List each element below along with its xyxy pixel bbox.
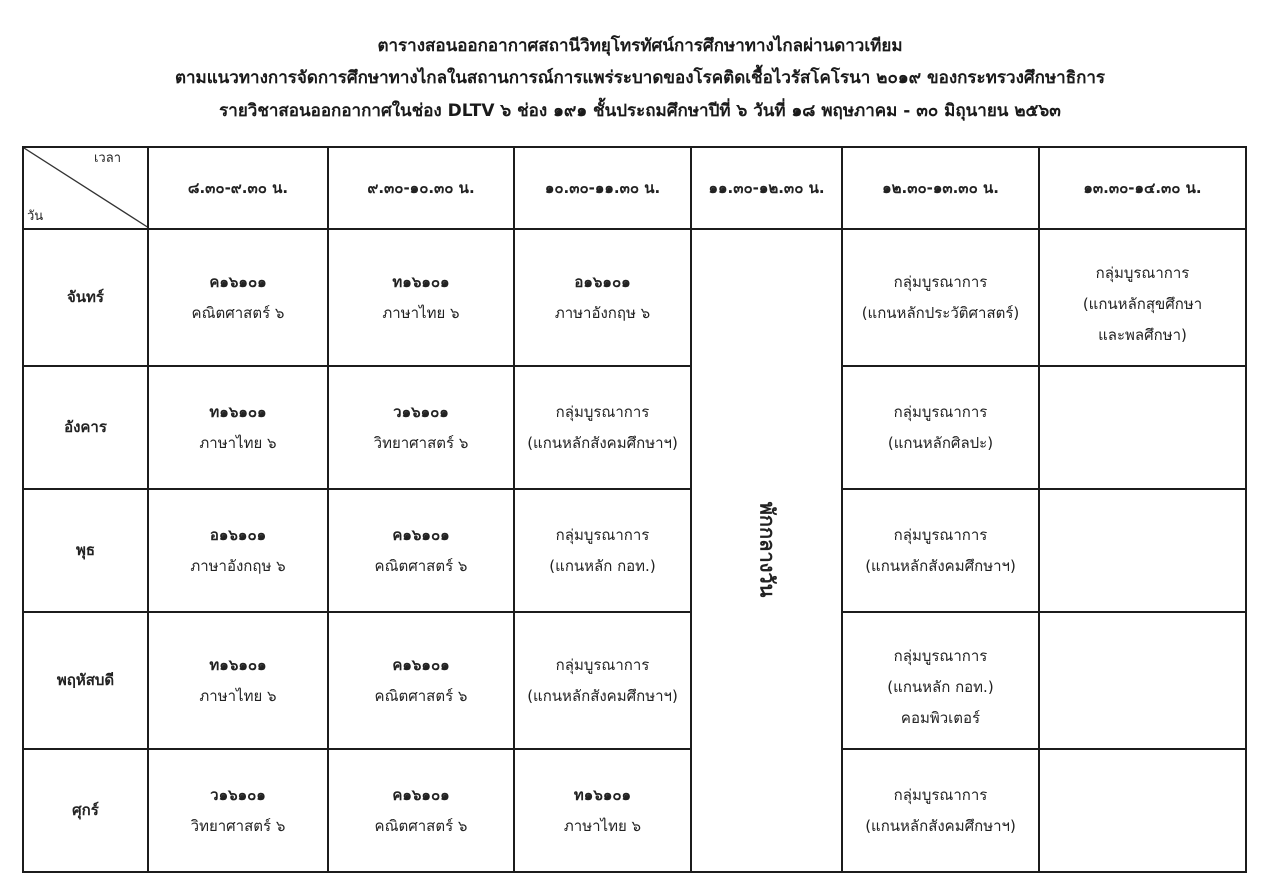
course-code: ว๑๖๑๐๑ (393, 402, 449, 421)
course-code: ค๑๖๑๐๑ (392, 525, 450, 544)
class-cell (328, 749, 514, 872)
time-slot-header: ๑๒.๓๐-๑๓.๓๐ น. (842, 147, 1039, 229)
course-code: ค๑๖๑๐๑ (392, 655, 450, 674)
class-cell (148, 366, 328, 489)
integrated-group: กลุ่มบูรณาการ (893, 785, 988, 804)
course-name: ภาษาไทย ๖ (199, 686, 277, 705)
time-slot-header: ๑๐.๓๐-๑๑.๓๐ น. (514, 147, 691, 229)
header-row (23, 147, 1246, 229)
integrated-core: (แกนหลักประวัติศาสตร์) (861, 303, 1020, 322)
integrated-core: (แกนหลักสังคมศึกษาฯ) (527, 433, 678, 452)
integrated-core-cont: คอมพิวเตอร์ (900, 709, 981, 727)
integrated-group: กลุ่มบูรณาการ (555, 525, 650, 544)
document-schedule-info: รายวิชาสอนออกอากาศในช่อง DLTV ๖ ช่อง ๑๙๑ ชั้นประถมศึกษาปีที่ ๖ วันที่ ๑๘ พฤษภาคม - ๓๐ มิถุนายน ๒๕๖๓ (219, 101, 1061, 121)
empty-cell (1039, 749, 1246, 872)
class-cell (328, 366, 514, 489)
course-name: คณิตศาสตร์ ๖ (374, 556, 468, 575)
class-cell (328, 489, 514, 612)
course-code: ค๑๖๑๐๑ (209, 272, 267, 291)
time-slot-header: ๑๓.๓๐-๑๔.๓๐ น. (1039, 147, 1246, 229)
day-row-wednesday (23, 489, 1246, 612)
class-cell (1039, 229, 1246, 366)
class-cell (842, 612, 1039, 749)
class-cell (148, 489, 328, 612)
integrated-group: กลุ่มบูรณาการ (555, 655, 650, 674)
time-slot-header: ๘.๓๐-๙.๓๐ น. (148, 147, 328, 229)
course-name: ภาษาอังกฤษ ๖ (190, 556, 286, 575)
course-code: ท๑๖๑๐๑ (392, 272, 450, 291)
class-cell (514, 749, 691, 872)
class-cell (514, 366, 691, 489)
course-code: อ๑๖๑๐๑ (574, 272, 631, 291)
corner-cell (23, 147, 148, 229)
course-name: ภาษาไทย ๖ (563, 816, 642, 835)
integrated-core: (แกนหลักศิลปะ) (887, 433, 994, 452)
class-cell (514, 612, 691, 749)
lunch-break-cell (691, 229, 842, 872)
empty-cell (1039, 366, 1246, 489)
course-code: ท๑๖๑๐๑ (573, 785, 632, 804)
class-cell (514, 489, 691, 612)
empty-cell (1039, 612, 1246, 749)
integrated-core: (แกนหลัก กอท.) (549, 556, 656, 575)
day-label: พุธ (23, 489, 148, 612)
class-cell (514, 229, 691, 366)
class-cell (148, 612, 328, 749)
course-code: ท๑๖๑๐๑ (209, 402, 267, 421)
class-cell (842, 229, 1039, 366)
day-label: จันทร์ (23, 229, 148, 366)
time-slot-header: ๑๑.๓๐-๑๒.๓๐ น. (691, 147, 842, 229)
integrated-core: (แกนหลักสุขศึกษา (1082, 295, 1203, 313)
course-name: วิทยาศาสตร์ ๖ (190, 816, 286, 835)
time-axis-label: เวลา (93, 151, 121, 166)
course-name: วิทยาศาสตร์ ๖ (373, 433, 469, 452)
course-name: คณิตศาสตร์ ๖ (191, 303, 285, 322)
integrated-core-cont: และพลศึกษา) (1098, 326, 1187, 344)
integrated-core: (แกนหลัก กอท.) (887, 678, 994, 696)
day-row-monday (23, 229, 1246, 366)
class-cell (842, 489, 1039, 612)
empty-cell (1039, 489, 1246, 612)
day-label: ศุกร์ (23, 749, 148, 872)
course-code: ท๑๖๑๐๑ (209, 655, 267, 674)
integrated-core: (แกนหลักสังคมศึกษาฯ) (865, 816, 1016, 835)
integrated-core: (แกนหลักสังคมศึกษาฯ) (527, 686, 678, 705)
day-label: อังคาร (23, 366, 148, 489)
course-code: ค๑๖๑๐๑ (392, 785, 450, 804)
integrated-group: กลุ่มบูรณาการ (893, 402, 988, 421)
class-cell (328, 612, 514, 749)
time-slot-header: ๙.๓๐-๑๐.๓๐ น. (328, 147, 514, 229)
course-name: คณิตศาสตร์ ๖ (374, 686, 468, 705)
class-cell (842, 366, 1039, 489)
course-name: ภาษาอังกฤษ ๖ (554, 303, 651, 322)
day-row-tuesday (23, 366, 1246, 489)
day-label: พฤหัสบดี (23, 612, 148, 749)
integrated-group: กลุ่มบูรณาการ (555, 402, 650, 421)
document-subtitle: ตามแนวทางการจัดการศึกษาทางไกลในสถานการณ์การแพร่ระบาดของโรคติดเชื้อไวรัสโคโรนา ๒๐๑๙ ของกระทรวงศึกษาธิการ (174, 68, 1106, 88)
course-name: คณิตศาสตร์ ๖ (374, 816, 468, 835)
lunch-break-label: พักกลางวัน (755, 501, 779, 598)
document-title: ตารางสอนออกอากาศสถานีวิทยุโทรทัศน์การศึกษาทางไกลผ่านดาวเทียม (377, 36, 903, 56)
class-cell (148, 229, 328, 366)
day-row-thursday (23, 612, 1246, 749)
integrated-group: กลุ่มบูรณาการ (893, 525, 988, 544)
integrated-core: (แกนหลักสังคมศึกษาฯ) (865, 556, 1016, 575)
integrated-group: กลุ่มบูรณาการ (1095, 264, 1190, 282)
integrated-group: กลุ่มบูรณาการ (893, 272, 988, 291)
class-cell (148, 749, 328, 872)
day-axis-label: วัน (27, 209, 44, 224)
course-name: ภาษาไทย ๖ (382, 303, 460, 322)
course-code: ว๑๖๑๐๑ (210, 785, 266, 804)
class-cell (842, 749, 1039, 872)
integrated-group: กลุ่มบูรณาการ (893, 647, 988, 665)
day-row-friday (23, 749, 1246, 872)
course-name: ภาษาไทย ๖ (199, 433, 277, 452)
class-cell (328, 229, 514, 366)
course-code: อ๑๖๑๐๑ (209, 525, 267, 544)
timetable (22, 146, 1247, 873)
